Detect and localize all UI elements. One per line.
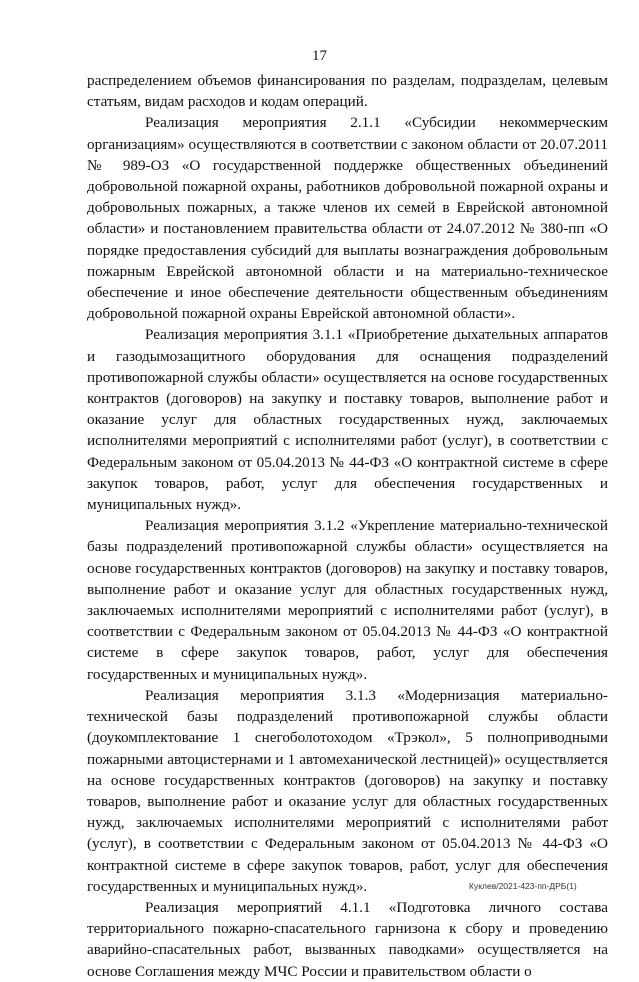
paragraph-measure-3-1-2: Реализация мероприятия 3.1.2 «Укрепление материально-технической базы подразделений противопожарной службы области» осуществляется на основе государственных контрактов (договоров) на закупку и поставку товаров, выполнение работ и оказание услуг для областных государственных нужд, заключаемых исполнителями мероприятий с исполнителями работ (услуг), в соответствии с Федеральным законом от 05.04.2013 № 44-ФЗ «О контрактной системе в сфере закупок товаров, работ, услуг для обеспечения государственных и муниципальных нужд».	[87, 517, 608, 683]
paragraph-measure-3-1-3: Реализация мероприятия 3.1.3 «Модернизация материально-технической базы подразделений противопожарной службы области (доукомплектование 1 снегоболотоходом «Трэкол», 5 полноприводными пожарными автоцистернами и 1 автомеханической лестницей)» осуществляется на основе государственных контрактов (договоров) на закупку и поставку товаров, выполнение работ и оказание услуг для областных государственных нужд, заключаемых исполнителями мероприятий с исполнителями работ (услуг), в соответствии с Федеральным законом от 05.04.2013 № 44-ФЗ «О контрактной системе в сфере закупок товаров, работ, услуг для обеспечения государственных и муниципальных нужд».	[87, 686, 608, 895]
paragraph-measure-3-1-1: Реализация мероприятия 3.1.1 «Приобретение дыхательных аппаратов и газодымозащитного оборудования для оснащения подразделений противопожарной службы области» осуществляется на основе государственных контрактов (договоров) на закупку и поставку товаров, выполнение работ и оказание услуг для областных государственных нужд, заключаемых исполнителями мероприятий с исполнителями работ (услуг), в соответствии с Федеральным законом от 05.04.2013 № 44-ФЗ «О контрактной системе в сфере закупок товаров, работ, услуг для обеспечения государственных и муниципальных нужд».	[87, 326, 608, 514]
footer-document-stamp: Куклев/2021-423-пп-ДРБ(1)	[469, 881, 577, 891]
paragraph-measure-4-1-1: Реализация мероприятий 4.1.1 «Подготовка личного состава территориального пожарно-спасательного гарнизона к сбору и проведению аварийно-спасательных работ, вызванных паводками» осуществляется на основе Соглашения между МЧС России и правительством области о	[87, 898, 608, 980]
document-body	[87, 70, 608, 982]
paragraph-continuation: распределением объемов финансирования по разделам, подразделам, целевым статьям, видам расходов и кодам операций.	[87, 72, 608, 111]
paragraph-measure-2-1-1: Реализация мероприятия 2.1.1 «Субсидии некоммерческим организациям» осуществляются в соответствии с законом области от 20.07.2011 № 989-ОЗ «О государственной поддержке общественных объединений добровольной пожарной охраны, работников добровольной пожарной охраны и добровольных пожарных, а также членов их семей в Еврейской автономной области» и постановлением правительства области от 24.07.2012 № 380-пп «О порядке предоставления субсидий для выплаты вознаграждения добровольным пожарным Еврейской автономной области и на материально-техническое обеспечение и иное обеспечение деятельности общественным объединениям добровольной пожарной охраны Еврейской автономной области».	[87, 114, 608, 323]
page-number: 17	[312, 48, 327, 64]
